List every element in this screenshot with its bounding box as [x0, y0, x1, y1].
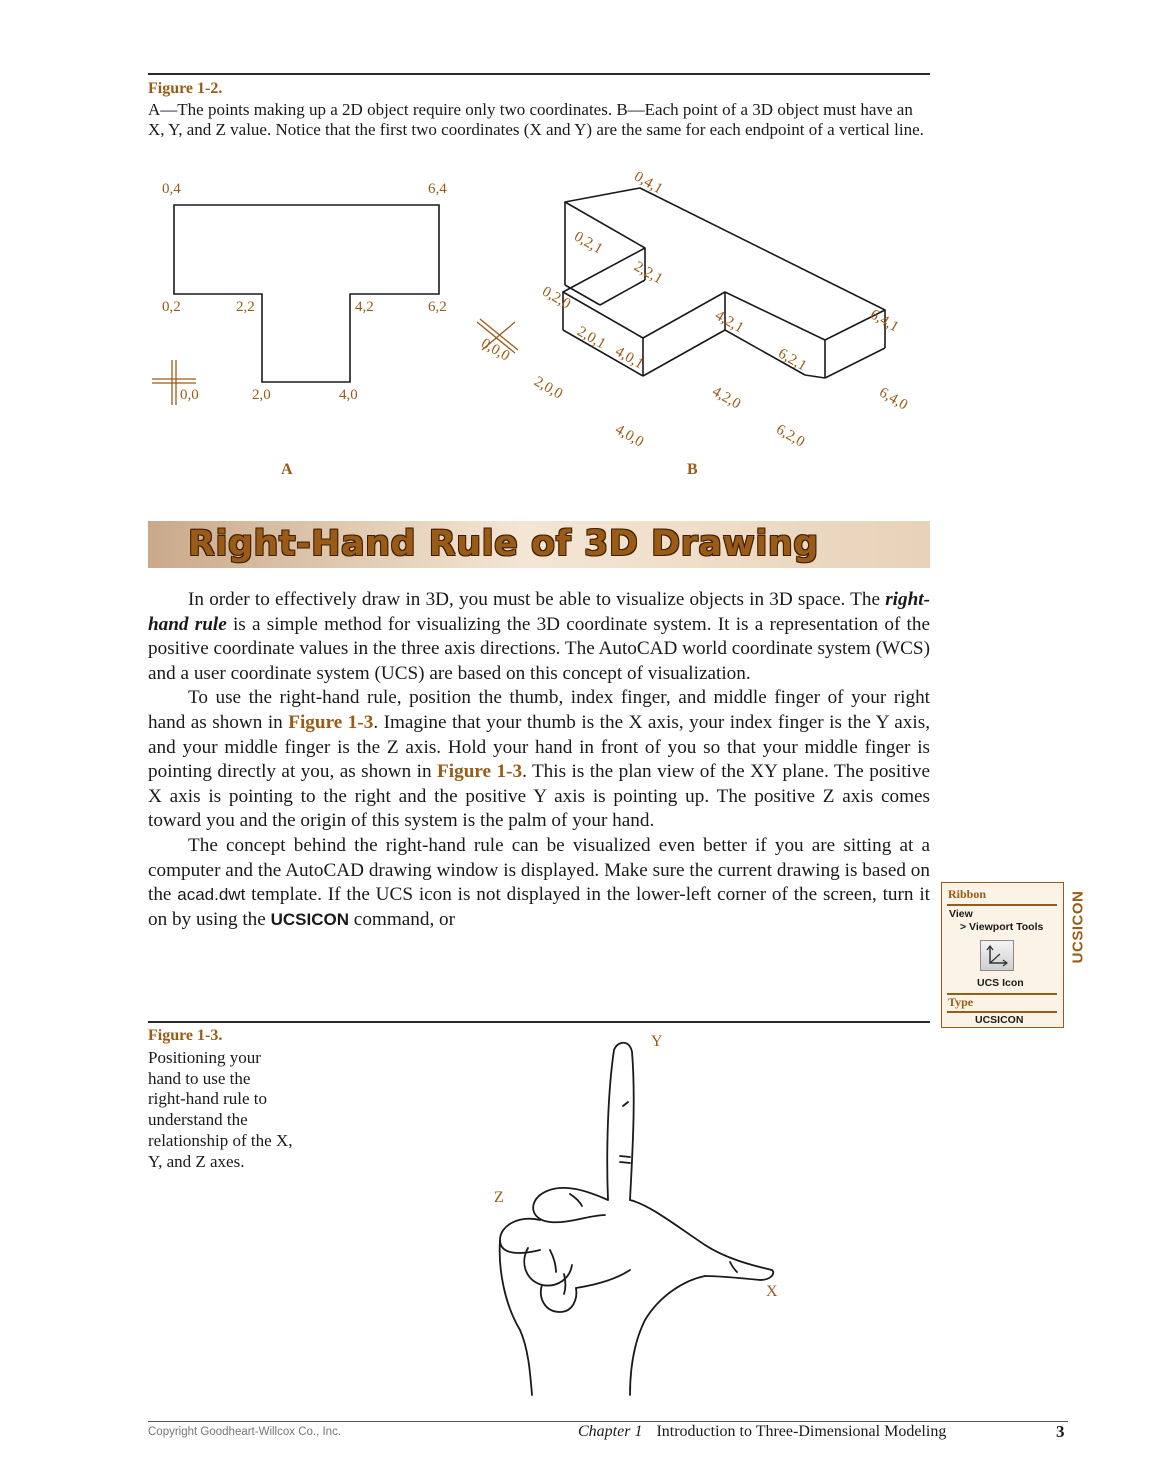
thumb [630, 1200, 773, 1280]
figure-1-2-title: Figure 1-2. [148, 80, 223, 97]
command-access-sidebar [941, 882, 1064, 1028]
template-filename: acad.dwt [177, 885, 246, 905]
point-label-3d: 6,4,1 [867, 306, 902, 336]
paragraph-2: To use the right-hand rule, position the thumb, index finger, and middle finger of your right hand as shown in Figure 1-3. Imagine that your thumb is the X axis, your index finger is the Y axis, and your middle finger is the Z axis. Hold your hand in front of you so that your middle finger is pointing directly at you, as shown in Figure 1-3. This is the plan view of the XY plane. The positive X axis is pointing to the right and the positive Y axis is pointing up. The positive Z axis comes toward you and the origin of this system is the palm of your hand. [148, 687, 930, 832]
figure-1-3-link[interactable]: Figure 1-3 [437, 761, 523, 783]
paragraph-1: In order to effectively draw in 3D, you must be able to visualize objects in 3D space. The right-hand rule is a simple method for visualizing the 3D coordinate system. It is a representation of the positive coordinate values in the three axis directions. The AutoCAD world coordinate system (WCS) and a user coordinate system (UCS) are based on this concept of visualization. [148, 589, 930, 684]
type-heading: Type [948, 995, 974, 1009]
page-number: 3 [1056, 1422, 1065, 1441]
figure-part-label-a: A [281, 461, 293, 478]
body-text [148, 588, 930, 932]
ribbon-heading: Ribbon [948, 887, 987, 901]
figure-part-label-b: B [687, 461, 698, 478]
type-command: UCSICON [975, 1014, 1024, 1026]
section-heading: Right-Hand Rule of 3D Drawing [188, 524, 819, 564]
middle-finger [533, 1188, 608, 1222]
footer-rule [148, 1421, 1068, 1422]
ribbon-tab[interactable]: View [949, 908, 973, 920]
axis-label-y: Y [651, 1033, 663, 1050]
point-label-3d: 6,2,0 [773, 421, 808, 451]
point-label-3d: 4,2,0 [709, 383, 744, 413]
axis-label-x: X [766, 1283, 778, 1300]
point-label-3d: 0,4,1 [631, 168, 666, 198]
point-label-3d: 2,2,1 [631, 258, 666, 288]
point-label-3d: 0,2,0 [539, 283, 574, 313]
point-label-3d: 6,2,1 [775, 345, 810, 375]
paragraph-3: The concept behind the right-hand rule can be visualized even better if you are sitting at a computer and the AutoCAD drawing window is displayed. Make sure the current drawing is based on the acad.dwt template. If the UCS icon is not displayed in the lower-left corner of the screen, turn it on by using the UCSICON command, or [148, 834, 930, 930]
chapter-number: Chapter 1 [578, 1423, 643, 1440]
term-right-hand-rule: right-hand rule [148, 589, 930, 635]
point-label-2d: 6,2 [428, 299, 447, 315]
point-label-3d: 0,2,1 [571, 228, 606, 258]
point-label-3d: 6,4,0 [876, 384, 911, 414]
point-label-2d: 0,0 [180, 387, 199, 403]
figure-1-3-link[interactable]: Figure 1-3 [288, 711, 374, 733]
command-name: UCSICON [270, 909, 349, 929]
right-hand-illustration [480, 1030, 810, 1400]
figure-1-3-top-rule [148, 1021, 930, 1023]
figure-1-2-caption: A—The points making up a 2D object require only two coordinates. B—Each point of a 3D object must have an X, Y, and Z value. Notice that the first two coordinates (X and Y) are the same for each endpoint of a vertical line. [148, 100, 924, 139]
figure-1-2b-drawing [460, 170, 930, 460]
figure-1-3-title: Figure 1-3. [148, 1027, 223, 1044]
figure-1-2-top-rule [148, 73, 930, 75]
point-label-3d: 4,0,0 [612, 421, 647, 451]
palm [500, 1240, 532, 1395]
copyright: Copyright Goodheart-Willcox Co., Inc. [148, 1426, 342, 1438]
axis-label-z: Z [494, 1189, 504, 1206]
point-label-3d: 0,0,0 [478, 335, 513, 365]
t-shape-2d [174, 205, 439, 382]
point-label-3d: 2,0,1 [574, 323, 609, 353]
point-label-3d: 4,0,1 [612, 343, 647, 373]
sidebar-divider [947, 904, 1057, 906]
ucs-icon-label: UCS Icon [977, 977, 1024, 989]
point-label-2d: 4,2 [355, 299, 374, 315]
ucs-icon [981, 941, 1013, 970]
t-shape-3d [563, 188, 885, 378]
sidebar-divider [947, 1011, 1057, 1013]
chapter-title: Introduction to Three-Dimensional Modeling [656, 1423, 947, 1440]
ribbon-panel[interactable]: > Viewport Tools [960, 921, 1044, 933]
running-footer [578, 1423, 946, 1441]
point-label-2d: 0,4 [162, 181, 181, 197]
point-label-3d: 2,0,0 [531, 373, 566, 403]
point-label-2d: 6,4 [428, 181, 447, 197]
margin-command-label: UCSICON [1069, 890, 1087, 964]
point-label-2d: 4,0 [339, 387, 358, 403]
point-label-3d: 4,2,1 [712, 307, 747, 337]
index-finger [607, 1043, 633, 1200]
ucs-icon-button[interactable] [980, 940, 1014, 971]
figure-1-3-caption: Positioning your hand to use the right-hand rule to understand the relationship of the X, Y, and Z axes. [148, 1048, 293, 1171]
point-label-2d: 2,0 [252, 387, 271, 403]
section-heading-band [148, 521, 930, 568]
point-label-2d: 0,2 [162, 299, 181, 315]
point-label-2d: 2,2 [236, 299, 255, 315]
